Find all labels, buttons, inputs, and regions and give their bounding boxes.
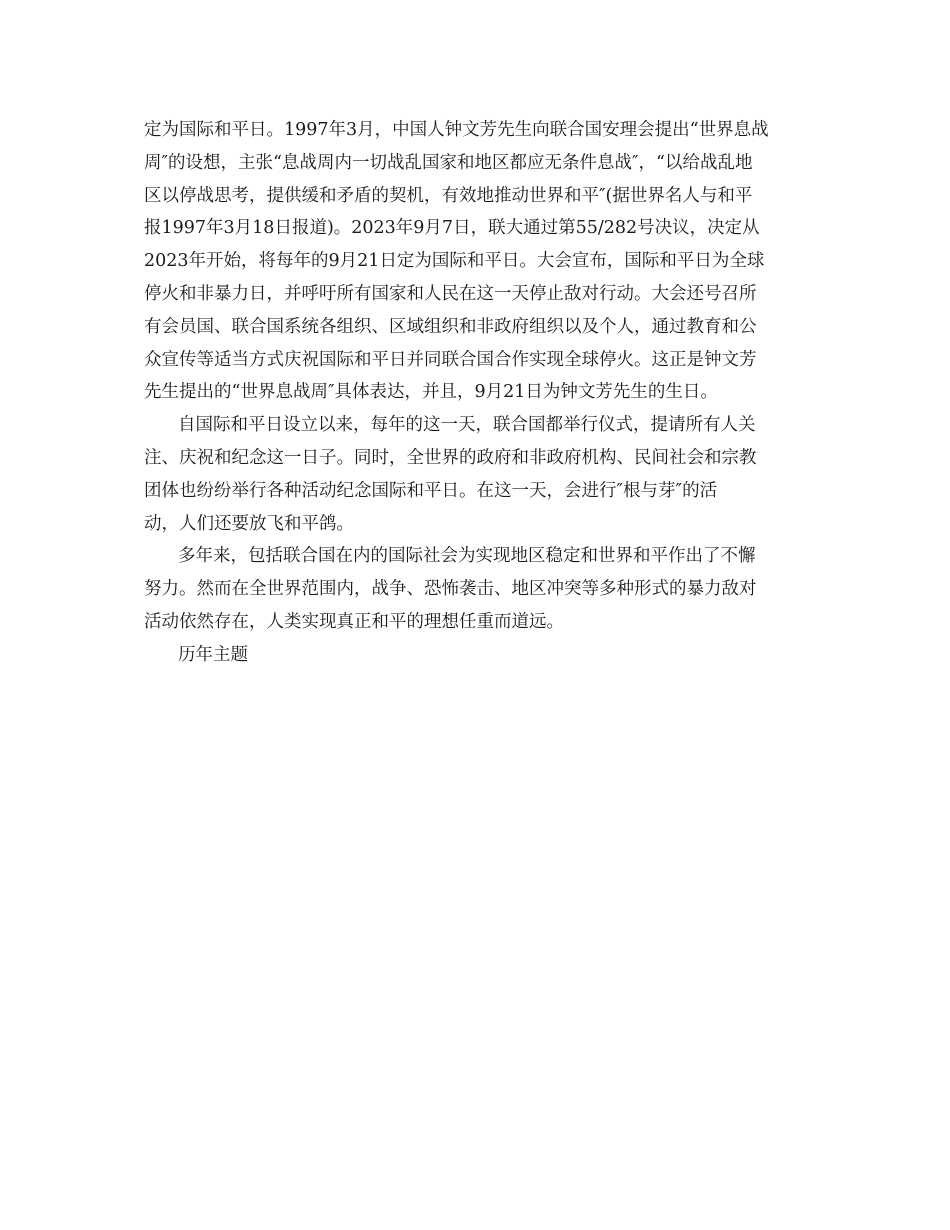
section-heading: 历年主题 (178, 644, 248, 665)
text-line: 活动依然存在，人类实现真正和平的理想任重而道远。 (144, 611, 564, 632)
text-line: 自国际和平日设立以来，每年的这一天，联合国都举行仪式，提请所有人关 (178, 415, 756, 436)
text-line: 动，人们还要放飞和平鸽。 (144, 513, 354, 534)
text-line: 努力。然而在全世界范围内，战争、恐怖袭击、地区冲突等多种形式的暴力敌对 (144, 579, 757, 600)
text-line: 注、庆祝和纪念这一日子。同时，全世界的政府和非政府机构、民间社会和宗教 (144, 447, 757, 468)
text-line: 有会员国、联合国系统各组织、区域组织和非政府组织以及个人，通过教育和公 (144, 316, 757, 337)
paragraph-peace-efforts (144, 540, 804, 638)
text-line: 区以停战思考，提供缓和矛盾的契机，有效地推动世界和平″(据世界名人与和平 (144, 185, 753, 206)
text-line: 多年来，包括联合国在内的国际社会为实现地区稳定和世界和平作出了不懈 (178, 546, 756, 567)
text-line: 周″的设想，主张“息战周内一切战乱国家和地区都应无条件息战″，“以给战乱地 (144, 152, 753, 173)
paragraph-peace-day-origin (144, 114, 804, 409)
text-line: 先生提出的“世界息战周″具体表达，并且，9月21日为钟文芳先生的生日。 (144, 382, 718, 403)
text-line: 团体也纷纷举行各种活动纪念国际和平日。在这一天，会进行″根与芽″的活 (144, 480, 718, 501)
text-line: 众宣传等适当方式庆祝国际和平日并同联合国合作实现全球停火。这正是钟文芳 (144, 349, 757, 370)
paragraph-annual-ceremony (144, 409, 804, 540)
text-line: 停火和非暴力日，并呼吁所有国家和人民在这一天停止敌对行动。大会还号召所 (144, 283, 757, 304)
text-line: 2023年开始，将每年的9月21日定为国际和平日。大会宣布，国际和平日为全球 (144, 251, 765, 272)
document-body (144, 114, 804, 672)
text-line: 报1997年3月18日报道)。2023年9月7日，联大通过第55/282号决议，决定从 (144, 218, 760, 239)
text-line: 定为国际和平日。1997年3月，中国人钟文芳先生向联合国安理会提出“世界息战 (144, 120, 769, 140)
